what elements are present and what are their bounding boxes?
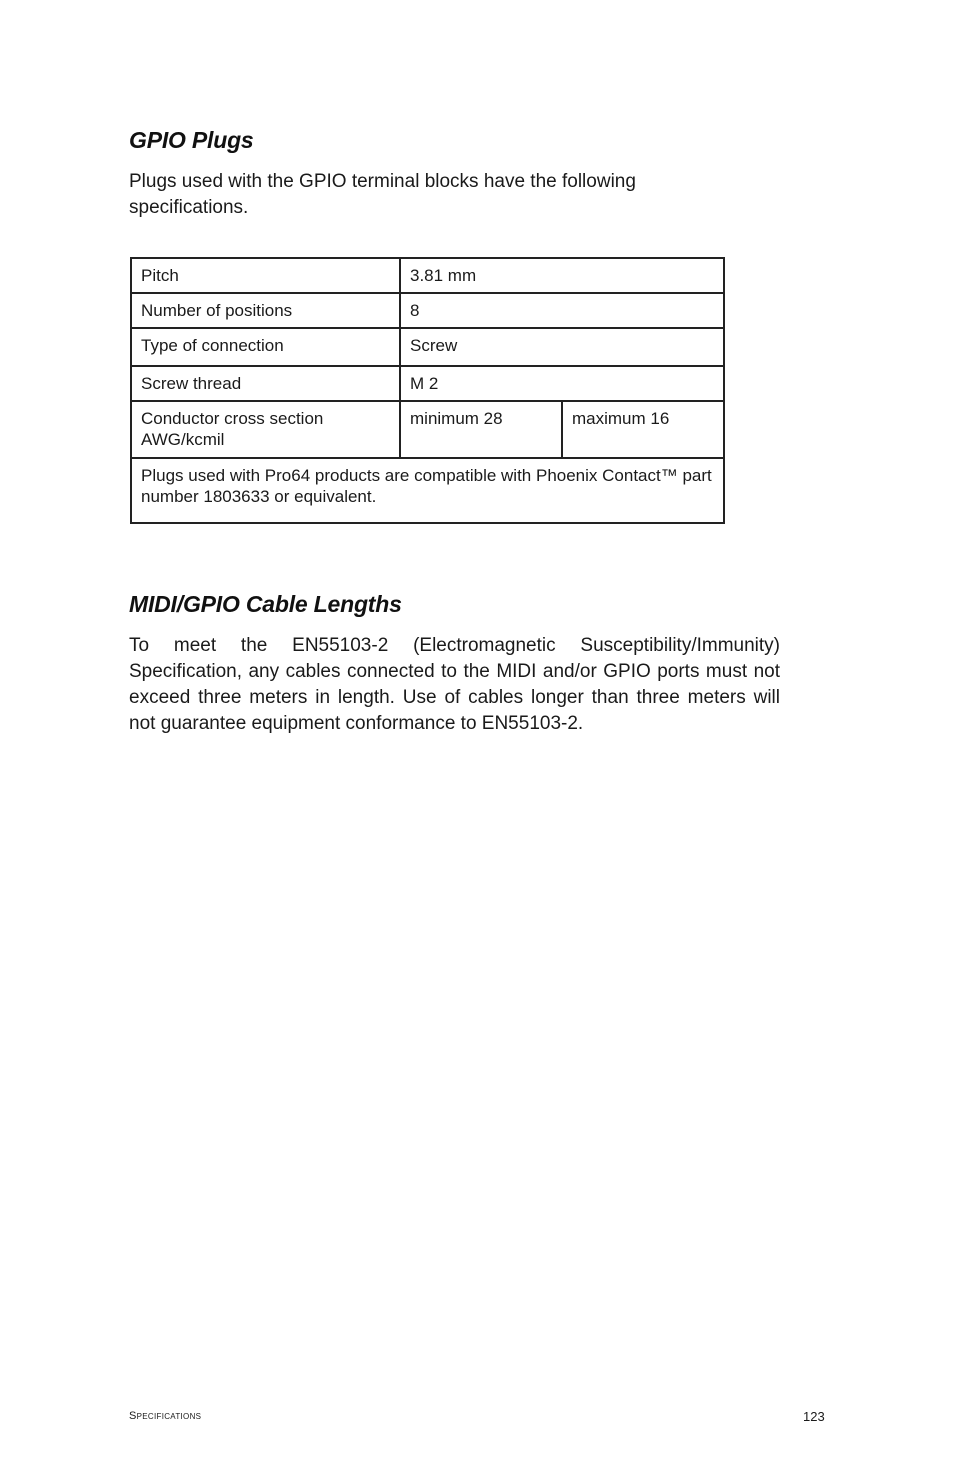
spec-value-minimum: minimum 28 [400, 401, 562, 458]
gpio-plug-specs-table [130, 257, 725, 524]
spec-label: Screw thread [131, 366, 400, 401]
footer-section-name: Specifications [129, 1410, 202, 1422]
gpio-plugs-intro: Plugs used with the GPIO terminal blocks have the following specifications. [129, 171, 636, 218]
spec-value: M 2 [400, 366, 724, 401]
table-row [131, 328, 724, 366]
spec-label: Type of connection [131, 328, 400, 366]
table-row [131, 366, 724, 401]
spec-label: Pitch [131, 258, 400, 293]
footer-page-number: 123 [803, 1409, 825, 1424]
spec-value: 8 [400, 293, 724, 328]
gpio-plugs-heading: GPIO Plugs [129, 127, 254, 153]
cable-lengths-body: To meet the EN55103-2 (Electromagnetic Susceptibility/Immunity) Specification, any cables connected to the MIDI and/or GPIO ports must not exceed three meters in length. Use of cables longer than three meters will not guarantee equipment conformance to EN55103-2. [129, 635, 780, 734]
spec-value: Screw [400, 328, 724, 366]
table-row [131, 401, 724, 458]
spec-label: Number of positions [131, 293, 400, 328]
spec-value-maximum: maximum 16 [562, 401, 724, 458]
cable-lengths-heading: MIDI/GPIO Cable Lengths [129, 591, 402, 617]
table-row [131, 258, 724, 293]
spec-value: 3.81 mm [400, 258, 724, 293]
compatibility-note: Plugs used with Pro64 products are compatible with Phoenix Contact™ part number 1803633 or equivalent. [131, 458, 724, 523]
table-row [131, 458, 724, 523]
table-row [131, 293, 724, 328]
spec-label: Conductor cross section AWG/kcmil [131, 401, 400, 458]
